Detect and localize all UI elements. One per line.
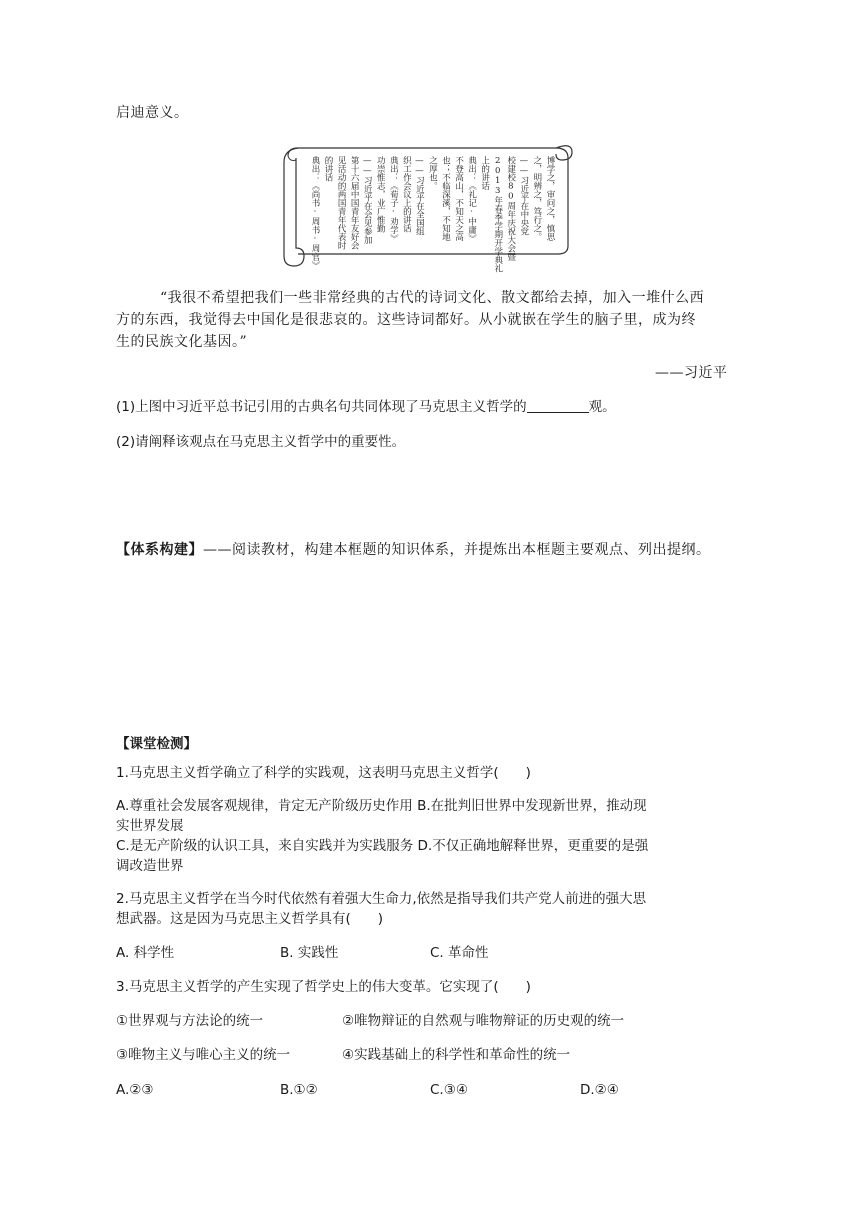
- scroll-illustration: [276, 138, 576, 273]
- system-build-section: [116, 539, 711, 561]
- answer-blank[interactable]: [527, 398, 589, 413]
- test-q2-stem-line-1: 2.马克思主义哲学在当今时代依然有着强大生命力,依然是指导我们共产党人前进的强大思: [116, 891, 647, 907]
- test-q3-option-b: B.①②: [280, 1082, 318, 1098]
- test-q3-item-1: ①世界观与方法论的统一: [116, 1013, 264, 1029]
- test-q2-option-a: A. 科学性: [116, 945, 175, 961]
- test-q2-stem-line-2: 想武器。这是因为马克思主义哲学具有( ): [116, 911, 384, 927]
- question-1-text: (1)上图中习近平总书记引用的古典名句共同体现了马克思主义哲学的: [116, 399, 527, 415]
- system-build-heading: 【体系构建】: [116, 542, 203, 558]
- test-q2-option-b: B. 实践性: [280, 945, 339, 961]
- scroll-column: 也；不临深溪，不知地: [440, 156, 451, 241]
- scroll-column: 典出：《尚书·周书·周官》: [310, 156, 320, 270]
- scroll-column: ——习近平在会见参加: [362, 156, 373, 244]
- quote-line-2: 方的东西，我觉得去中国化是很悲哀的。这些诗词都好。从小就嵌在学生的脑子里，成为终: [116, 312, 696, 328]
- question-1-suffix: 观。: [588, 399, 616, 415]
- scroll-text-area: [308, 156, 556, 273]
- scroll-column: 不登高山，不知天之高: [453, 156, 464, 241]
- scroll-column: 第十六届中国青年友好会: [349, 156, 360, 250]
- scroll-column: 的讲话: [323, 156, 334, 182]
- test-q3-option-c: C.③④: [430, 1082, 468, 1098]
- test-q3-stem: 3.马克思主义哲学的产生实现了哲学史上的伟大变革。它实现了( ): [116, 979, 531, 995]
- scroll-column: 典出：《礼记·中庸》: [466, 156, 477, 243]
- test-q1-options-line-1: A.尊重社会发展客观规律，肯定无产阶级历史作用 B.在批判旧世界中发现新世界，推动现: [116, 798, 647, 814]
- scroll-column: 校建校80周年庆祝大会暨: [505, 156, 516, 261]
- scroll-column: 之，明辨之，笃行之。: [531, 156, 542, 241]
- scroll-column: ——习近平在中央党: [518, 156, 529, 236]
- test-q3-item-2: ②唯物辩证的自然观与唯物辩证的历史观的统一: [342, 1013, 625, 1029]
- scroll-column: 见活动的两国青年代表时: [336, 156, 347, 250]
- scroll-column: 织工作会议上的讲话: [401, 156, 412, 233]
- test-q3-option-a: A.②③: [116, 1082, 154, 1098]
- test-q1-options-line-2: 实世界发展: [116, 818, 184, 834]
- test-q3-item-3: ③唯物主义与唯心主义的统一: [116, 1047, 291, 1063]
- scroll-column: 上的讲话: [479, 156, 490, 190]
- test-q3-option-d: D.②④: [580, 1082, 619, 1098]
- quote-line-1: “我很不希望把我们一些非常经典的古代的诗词文化、散文都给去掉，加入一堆什么西: [160, 290, 705, 306]
- question-2: (2)请阐释该观点在马克思主义哲学中的重要性。: [116, 434, 406, 450]
- scroll-column: 典出：《荀子·劝学》: [388, 156, 399, 243]
- test-q3-item-4: ④实践基础上的科学性和革命性的统一: [342, 1047, 571, 1063]
- system-build-instructions: ——阅读教材，构建本框题的知识体系，并提炼出本框题主要观点、列出提纲。: [203, 542, 711, 558]
- question-1: [116, 396, 616, 418]
- test-q1-options-line-4: 调改造世界: [116, 858, 184, 874]
- test-q1-stem: 1.马克思主义哲学确立了科学的实践观，这表明马克思主义哲学( ): [116, 765, 531, 781]
- scroll-column: 功崇惟志，业广惟勤: [375, 156, 386, 233]
- test-q2-option-c: C. 革命性: [430, 945, 489, 961]
- scroll-column: 之厚也。: [427, 156, 438, 190]
- quote-attribution: ——习近平: [655, 365, 728, 381]
- scroll-column: 博学之，审问之，慎思: [544, 156, 555, 241]
- quote-line-3: 生的民族文化基因。”: [116, 334, 248, 350]
- test-q1-options-line-3: C.是无产阶级的认识工具，来自实践并为实践服务 D.不仅正确地解释世界，更重要的是强: [116, 838, 649, 854]
- intro-tail-text: 启迪意义。: [116, 105, 189, 121]
- scroll-column: 2013年春季学期开学典礼: [492, 156, 503, 273]
- scroll-column: ——习近平在全国组: [414, 156, 425, 236]
- class-test-heading: 【课堂检测】: [116, 736, 197, 752]
